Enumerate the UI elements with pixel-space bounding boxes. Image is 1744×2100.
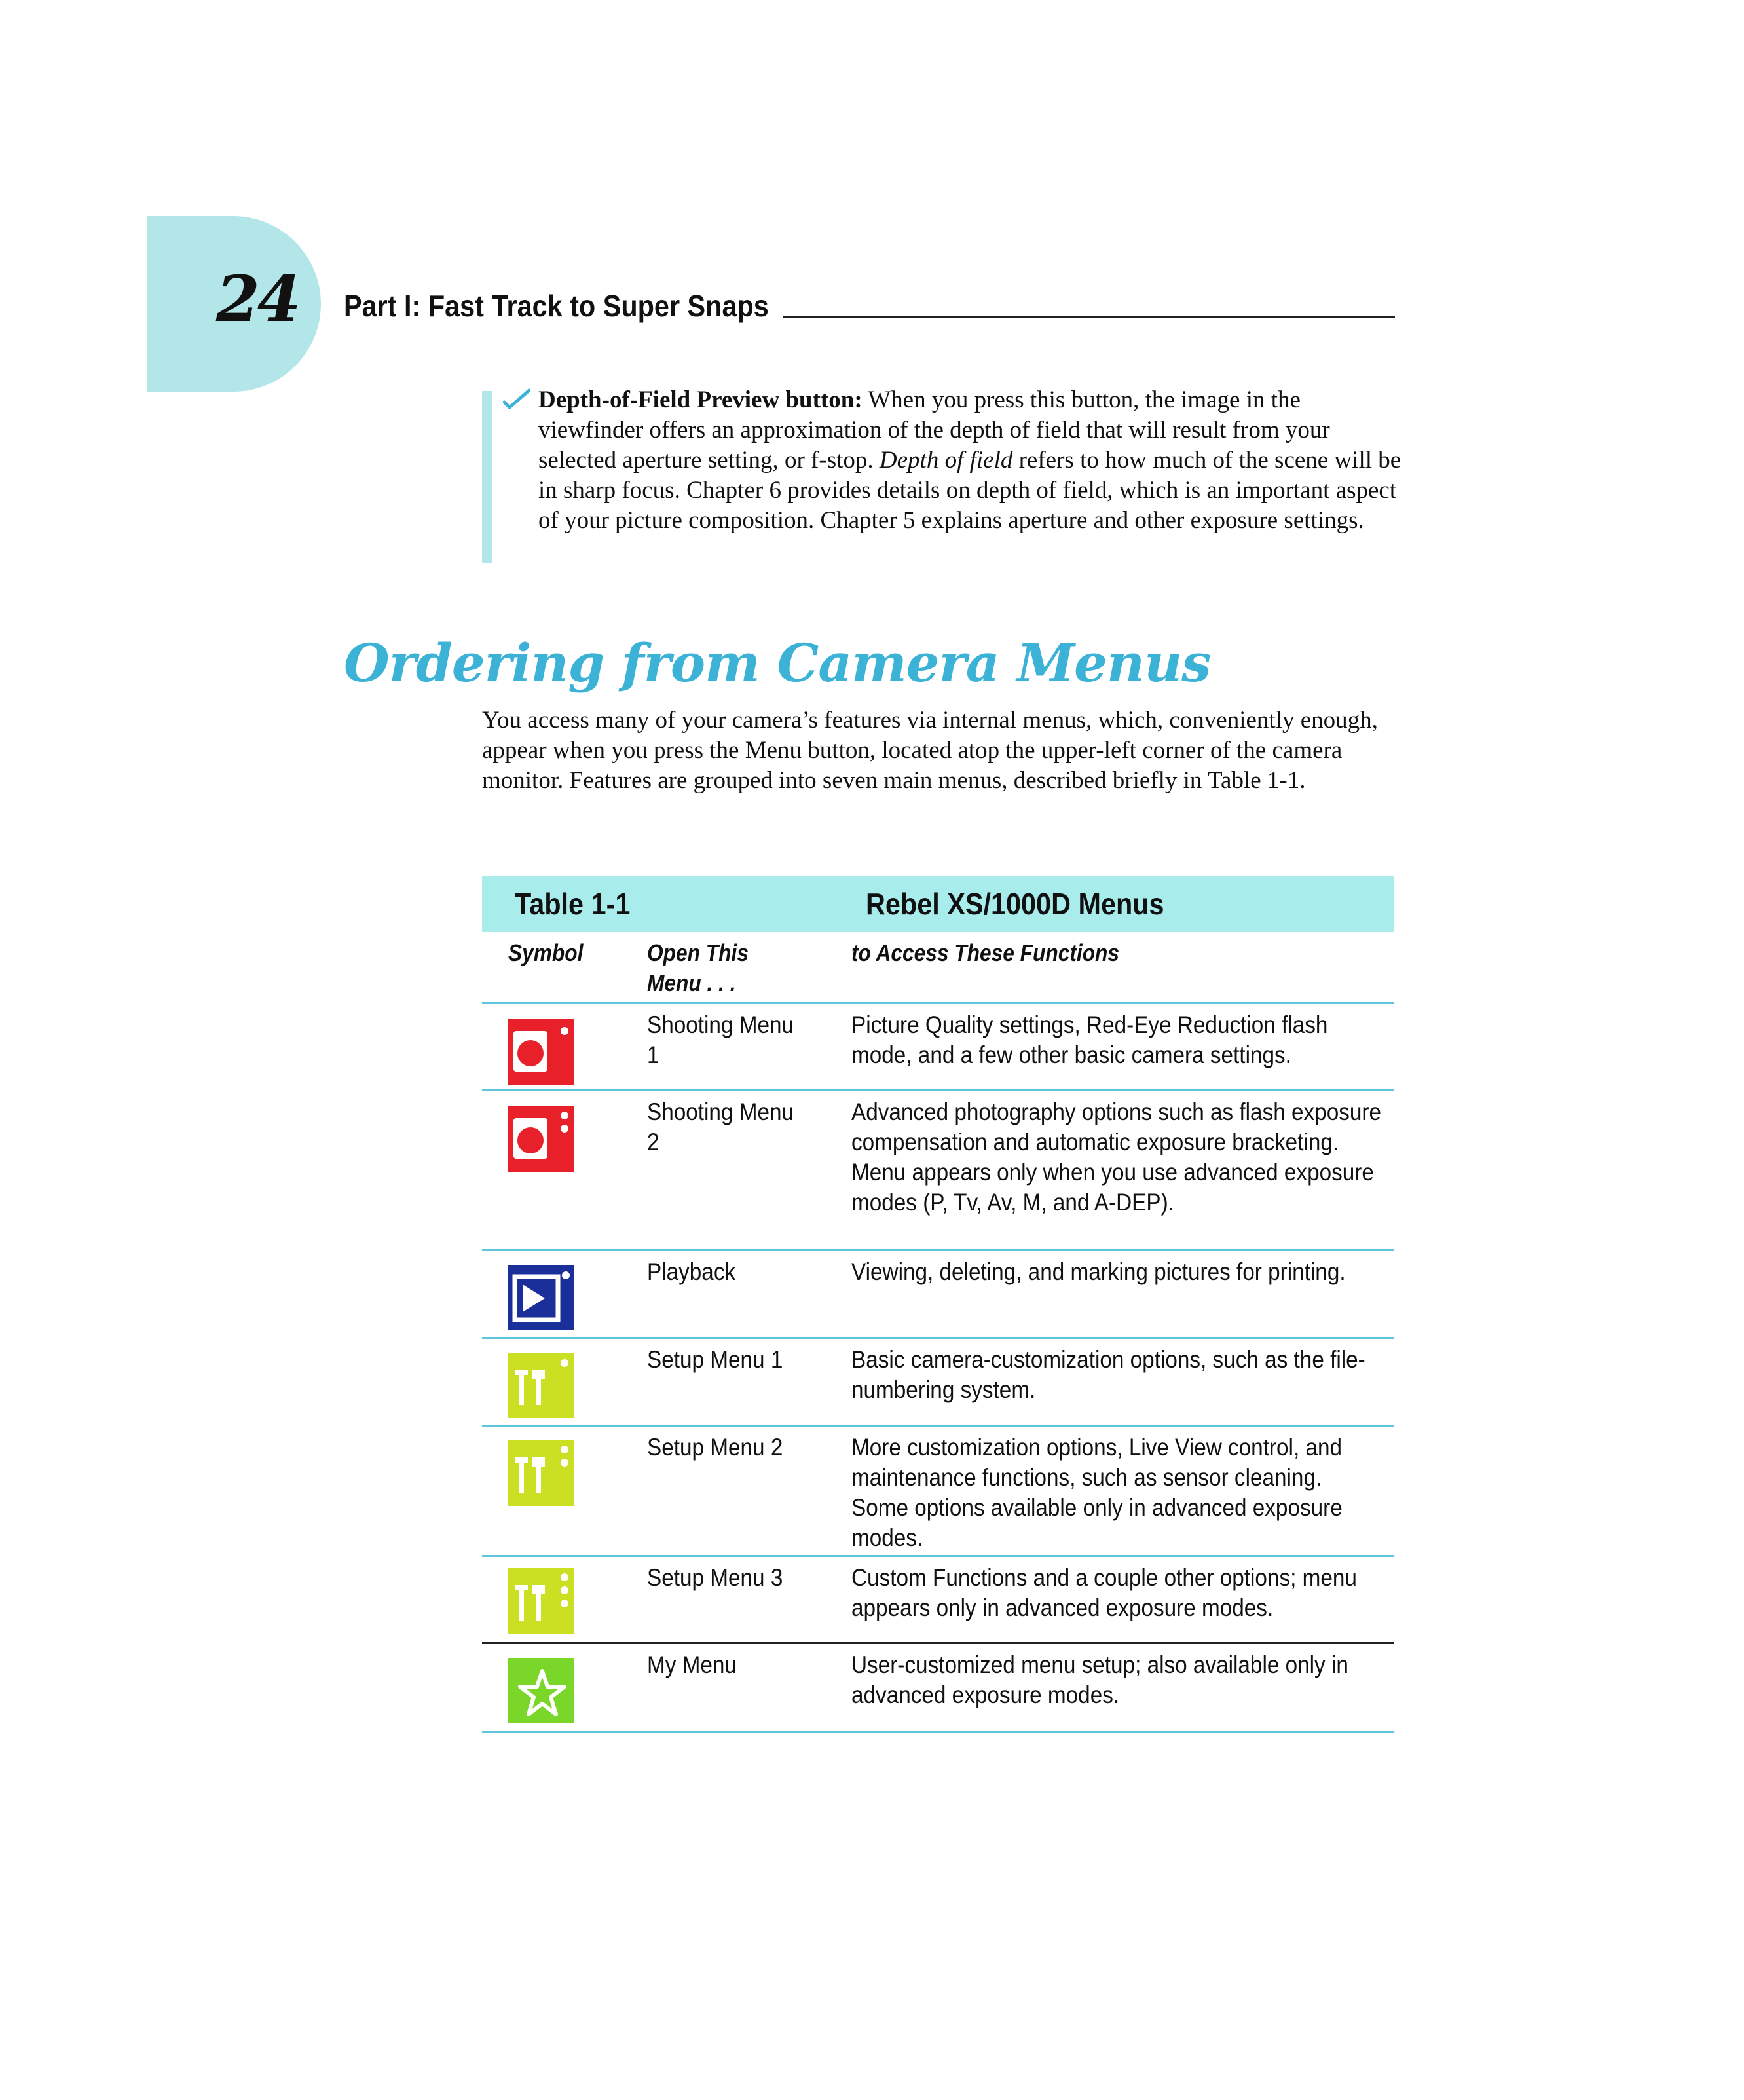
table-row <box>482 1426 1394 1556</box>
menu-name: Setup Menu 1 <box>647 1346 783 1373</box>
header-functions: to Access These Functions <box>851 939 1120 966</box>
running-head: Part I: Fast Track to Super Snaps <box>344 289 769 323</box>
bullet-italic: Depth of field <box>879 447 1013 474</box>
menu-functions: Viewing, deleting, and marking pictures for printing. <box>851 1258 1346 1285</box>
bullet-sidebar <box>482 391 492 563</box>
menu-name: Setup Menu 2 <box>647 1434 783 1461</box>
bullet-paragraph <box>538 385 1403 536</box>
running-head-rule <box>783 316 1395 318</box>
menu-functions: More customization options, Live View control, and maintenance functions, such as sensor cleaning. Some options available only in advanced exposure modes. <box>851 1434 1343 1551</box>
bullet-term: Depth-of-Field Preview button: <box>538 386 863 413</box>
table-caption <box>482 876 1394 932</box>
menu-functions: Advanced photography options such as flash exposure compensation and automatic exposure bracketing. Menu appears only when you use advanced exposure modes (P, Tv, Av, M, and A-DEP). <box>851 1098 1382 1216</box>
shooting-menu-2-icon <box>508 1106 574 1172</box>
setup-menu-3-icon <box>508 1568 574 1634</box>
table-row <box>482 1091 1394 1248</box>
table-row <box>482 1250 1394 1338</box>
menu-name: Setup Menu 3 <box>647 1564 783 1591</box>
menu-functions: User-customized menu setup; also available only in advanced exposure modes. <box>851 1651 1348 1708</box>
setup-menu-2-icon <box>508 1440 574 1506</box>
shooting-menu-1-icon <box>508 1019 574 1085</box>
intro-paragraph: You access many of your camera’s features via internal menus, which, conveniently enough, appear when you press the Menu button, located atop the upper-left corner of the camera monitor. Features are grouped into seven main menus, described briefly in Table 1-1. <box>482 707 1378 794</box>
menu-name: Shooting Menu 2 <box>647 1098 794 1155</box>
menu-name: Shooting Menu 1 <box>647 1011 794 1068</box>
table-row <box>482 1643 1394 1731</box>
setup-menu-1-icon <box>508 1353 574 1418</box>
menu-name: My Menu <box>647 1651 737 1678</box>
bullet-text-1: When you press this button, the image in the viewfinder offers an approximation of the depth of field that will result from your selected aperture setting, or f-stop. <box>538 386 1330 474</box>
bullet-text-2: refers to how much of the scene will be in sharp focus. Chapter 6 provides details on depth of field, which is an important aspect of your picture composition. Chapter 5 explains aperture and other exposure settings. <box>538 447 1401 534</box>
table-row <box>482 1338 1394 1425</box>
my-menu-star-icon <box>508 1658 574 1723</box>
menu-functions: Picture Quality settings, Red-Eye Reduction flash mode, and a few other basic camera settings. <box>851 1011 1328 1068</box>
table-bottom-rule <box>482 1731 1394 1733</box>
header-menu: Open This Menu . . . <box>647 939 749 996</box>
table-number: Table 1-1 <box>515 887 631 921</box>
playback-icon <box>508 1265 574 1330</box>
table-row <box>482 1003 1394 1091</box>
checkmark-bullet-icon <box>503 388 530 409</box>
menu-name: Playback <box>647 1258 736 1285</box>
table-row <box>482 1556 1394 1643</box>
page-number: 24 <box>216 262 299 336</box>
section-title: Ordering from Camera Menus <box>344 632 1211 694</box>
table-title: Rebel XS/1000D Menus <box>866 887 1164 921</box>
menu-functions: Custom Functions and a couple other options; menu appears only in advanced exposure modes. <box>851 1564 1357 1621</box>
menu-functions: Basic camera-customization options, such as the file-numbering system. <box>851 1346 1365 1403</box>
header-symbol: Symbol <box>508 939 584 966</box>
